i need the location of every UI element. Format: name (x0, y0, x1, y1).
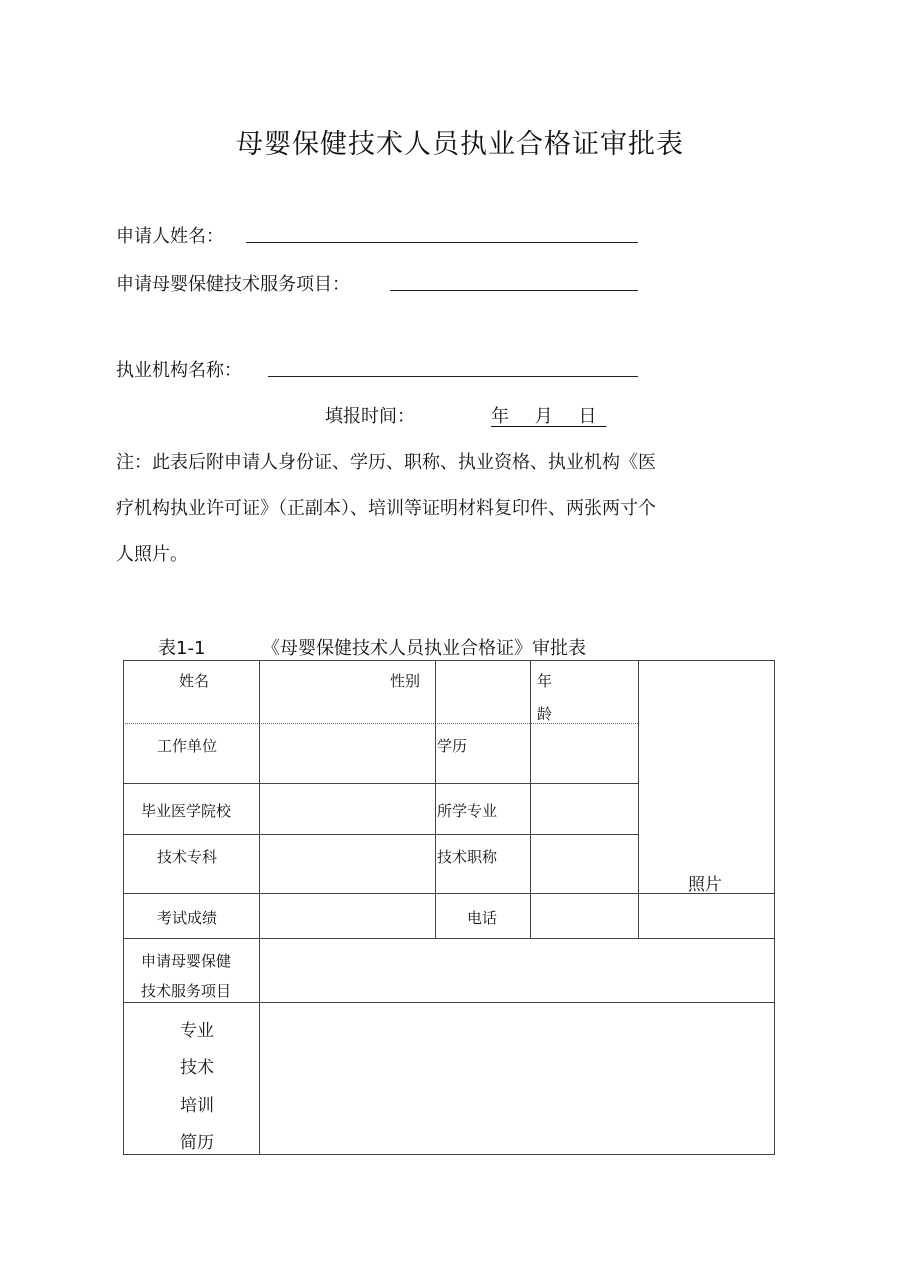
applicant-name-label: 申请人姓名： (116, 226, 224, 247)
photo-label: 照片 (688, 875, 722, 895)
phone-label: 电话 (467, 909, 498, 927)
specialty-value-cell[interactable] (260, 835, 434, 892)
phone-value-cell[interactable] (531, 894, 637, 937)
gender-value-cell[interactable] (436, 661, 529, 721)
age-label-line-1: 年 (537, 672, 553, 690)
training-label-line-4: 简历 (180, 1133, 214, 1153)
exam-value-cell[interactable] (260, 894, 434, 937)
major-label: 所学专业 (437, 802, 498, 820)
age-label-line-2: 龄 (537, 705, 553, 723)
exam-label: 考试成绩 (157, 909, 218, 927)
work-unit-label: 工作单位 (157, 737, 218, 755)
name-value-cell[interactable] (260, 661, 380, 721)
institution-label: 执业机构名称： (116, 360, 242, 381)
name-label: 姓名 (179, 672, 210, 690)
table-caption-number: 表1-1 (158, 638, 206, 659)
approval-table (123, 660, 775, 1155)
service-item-label: 申请母婴保健技术服务项目： (116, 274, 350, 295)
service-label-line-2: 技术服务项目 (141, 982, 232, 1000)
photo-cell[interactable] (639, 661, 773, 892)
note-line-3: 人照片。 (116, 544, 188, 565)
training-label-line-2: 技术 (180, 1058, 214, 1078)
major-value-cell[interactable] (531, 784, 637, 833)
education-value-cell[interactable] (531, 724, 637, 782)
service-value-cell[interactable] (260, 939, 773, 1001)
note-line-1: 注：此表后附申请人身份证、学历、职称、执业资格、执业机构《医 (116, 452, 656, 473)
institution-field[interactable] (268, 376, 638, 377)
note-line-2: 疗机构执业许可证》（正副本）、培训等证明材料复印件、两张两寸个 (116, 498, 656, 519)
title-value-cell[interactable] (531, 835, 637, 892)
work-unit-value-cell[interactable] (260, 724, 434, 782)
fill-time-value[interactable]: 年 月 日 (491, 406, 607, 427)
specialty-label: 技术专科 (157, 848, 218, 866)
service-item-field[interactable] (390, 290, 638, 291)
fill-time-label: 填报时间： (325, 406, 415, 427)
training-label-line-3: 培训 (180, 1096, 214, 1116)
service-label-line-1: 申请母婴保健 (141, 952, 232, 970)
table-caption-title: 《母婴保健技术人员执业合格证》审批表 (262, 638, 586, 659)
training-label-line-1: 专业 (180, 1021, 214, 1041)
school-value-cell[interactable] (260, 784, 434, 833)
page-title: 母婴保健技术人员执业合格证审批表 (236, 129, 684, 160)
education-label: 学历 (437, 737, 468, 755)
title-label: 技术职称 (437, 848, 498, 866)
school-label: 毕业医学院校 (141, 802, 232, 820)
training-value-cell[interactable] (260, 1003, 773, 1153)
applicant-name-field[interactable] (246, 242, 638, 243)
gender-label: 性别 (390, 672, 421, 690)
